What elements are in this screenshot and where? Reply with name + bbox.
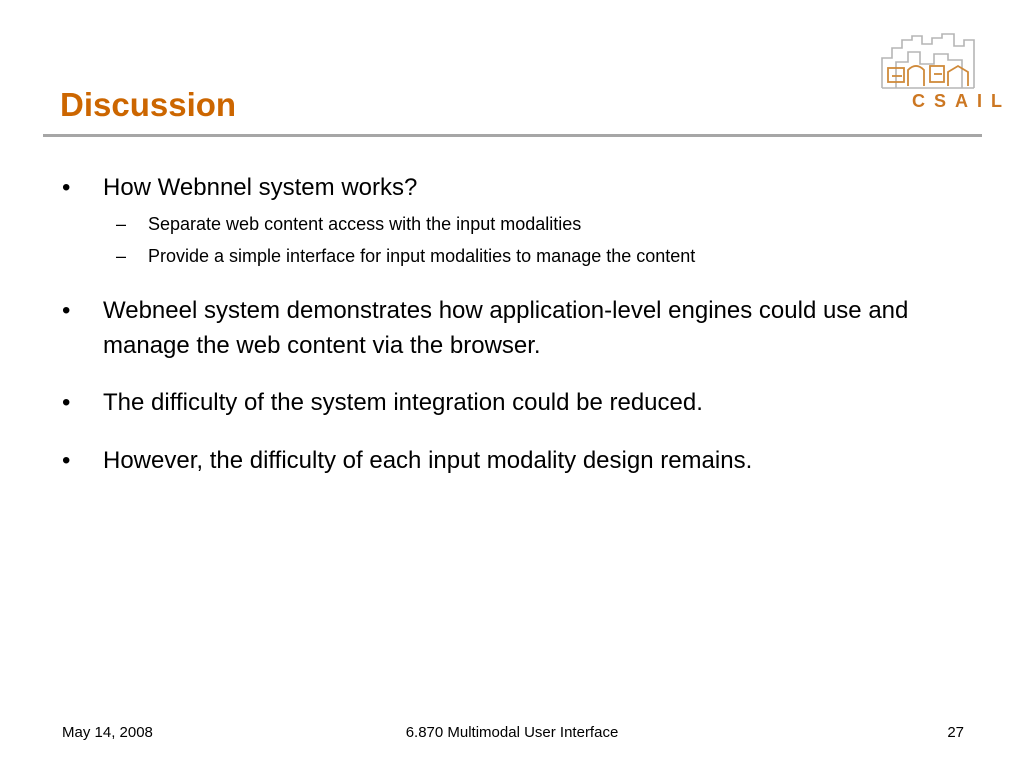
sub-bullet-text: Separate web content access with the input modalities [148, 214, 582, 234]
bullet-item [62, 385, 922, 420]
bullet-text: Webneel system demonstrates how application-level engines could use and manage the web content via the browser. [103, 297, 909, 359]
bullet-text: The difficulty of the system integration could be reduced. [103, 389, 703, 416]
bullet-item [62, 443, 922, 478]
bullet-item [62, 293, 922, 363]
bullet-text: However, the difficulty of each input modality design remains. [103, 447, 753, 474]
sub-bullet-item [116, 212, 916, 236]
sub-bullet-marker: – [116, 214, 127, 234]
bullet-marker: • [62, 174, 71, 201]
footer-date: May 14, 2008 [62, 724, 153, 741]
footer-page-number: 27 [947, 724, 964, 741]
sub-bullet-text: Provide a simple interface for input modalities to manage the content [148, 246, 696, 266]
bullet-text: How Webnnel system works? [103, 174, 418, 201]
bullet-item [62, 170, 922, 205]
bullet-marker: • [62, 447, 71, 474]
title-divider [43, 134, 982, 137]
slide-title: Discussion [60, 86, 237, 123]
sub-bullet-marker: – [116, 246, 127, 266]
bullet-marker: • [62, 389, 71, 416]
csail-logo-text: CSAIL [912, 91, 1011, 111]
footer-course-title: 6.870 Multimodal User Interface [405, 724, 619, 741]
sub-bullet-item [116, 244, 916, 268]
bullet-marker: • [62, 297, 71, 324]
